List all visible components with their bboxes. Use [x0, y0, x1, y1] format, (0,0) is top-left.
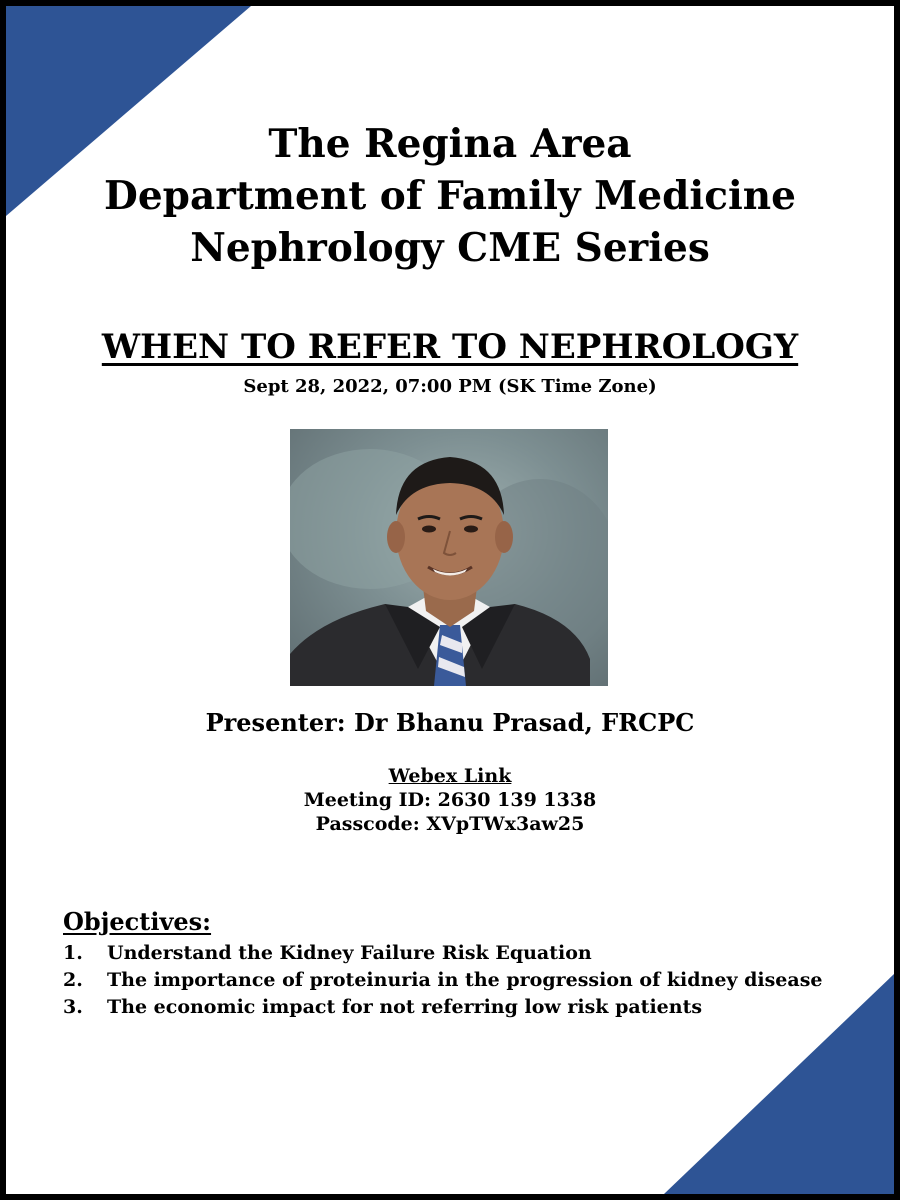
meeting-passcode: Passcode: XVpTWx3aw25 [315, 813, 585, 835]
objectives-heading: Objectives: [63, 907, 212, 936]
objective-number: 3. [63, 996, 83, 1018]
objective-text: Understand the Kidney Failure Risk Equation [107, 942, 592, 964]
title-line-2: Department of Family Medicine [104, 173, 796, 219]
presenter-photo [290, 429, 608, 686]
webex-link[interactable]: Webex Link [388, 765, 512, 787]
session-headline: WHEN TO REFER TO NEPHROLOGY [101, 327, 799, 367]
presenter-name: Presenter: Dr Bhanu Prasad, FRCPC [205, 708, 695, 737]
objectives-list [63, 940, 863, 1021]
session-datetime: Sept 28, 2022, 07:00 PM (SK Time Zone) [243, 376, 657, 397]
objective-item [63, 994, 863, 1021]
meeting-id: Meeting ID: 2630 139 1338 [303, 789, 597, 811]
title-line-3: Nephrology CME Series [190, 225, 710, 271]
title-line-1: The Regina Area [268, 121, 632, 167]
objective-text: The economic impact for not referring low risk patients [107, 996, 703, 1018]
objectives-section [63, 906, 863, 1021]
poster-title [6, 118, 894, 274]
objective-number: 2. [63, 969, 83, 991]
objective-item [63, 940, 863, 967]
meeting-info [6, 764, 894, 836]
objective-text: The importance of proteinuria in the progression of kidney disease [107, 969, 823, 991]
objective-item [63, 967, 863, 994]
objective-number: 1. [63, 942, 83, 964]
